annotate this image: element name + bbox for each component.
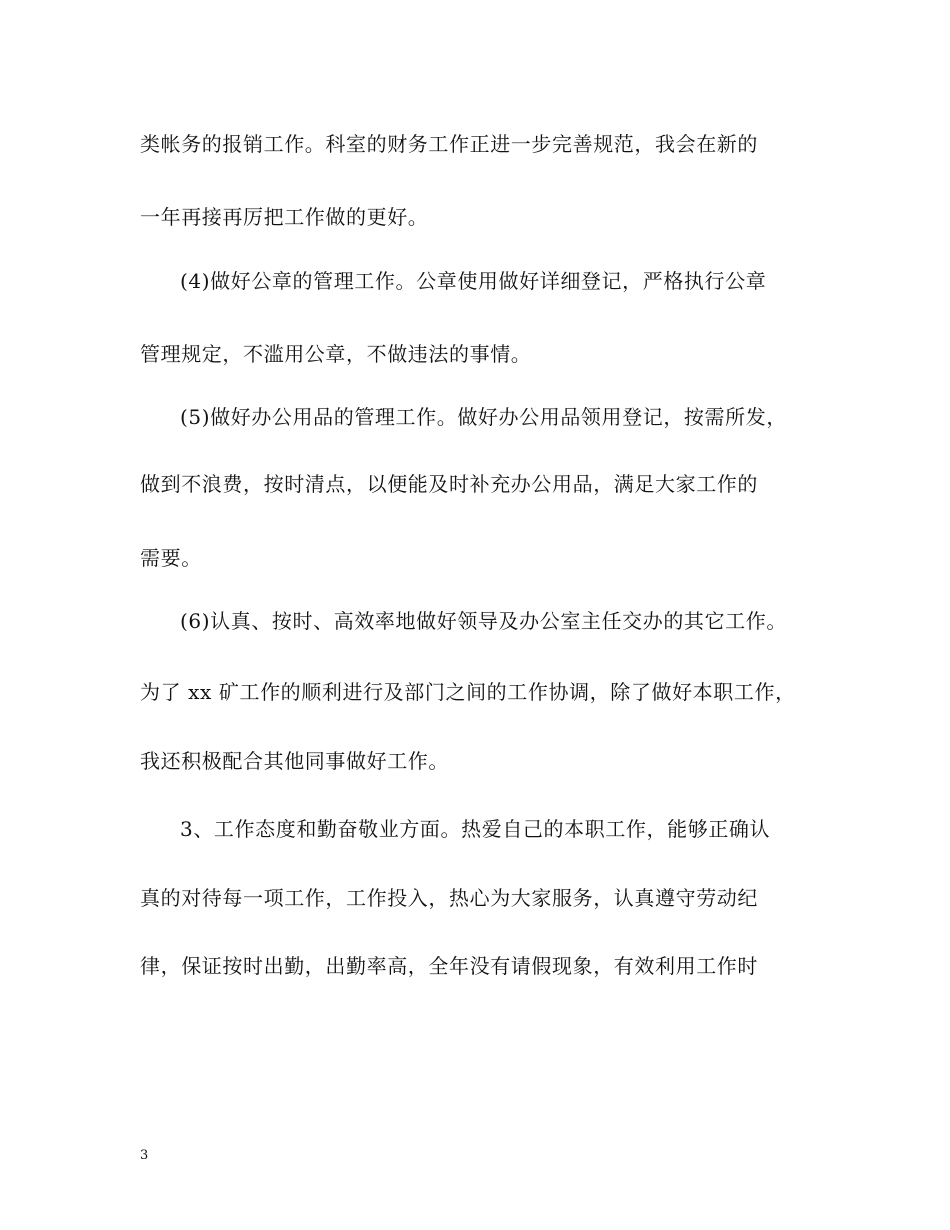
text-line-4: 管理规定，不滥用公章，不做违法的事情。 [140,342,532,366]
text-line-1: 类帐务的报销工作。科室的财务工作正进一步完善规范，我会在新的 [140,132,758,156]
text-line-11: 3、工作态度和勤奋敬业方面。热爱自己的本职工作，能够正确认 [180,817,771,841]
text-line-9: 为了 xx 矿工作的顺利进行及部门之间的工作协调，除了做好本职工作， [140,680,796,704]
text-line-8: (6)认真、按时、高效率地做好领导及办公室主任交办的其它工作。 [180,609,787,633]
text-line-5: (5)做好办公用品的管理工作。做好办公用品领用登记，按需所发， [180,405,787,429]
text-line-13: 律，保证按时出勤，出勤率高，全年没有请假现象，有效利用工作时 [140,954,758,978]
text-line-10: 我还积极配合其他同事做好工作。 [140,749,449,773]
text-line-3: (4)做好公章的管理工作。公章使用做好详细登记，严格执行公章 [180,269,767,293]
page-number: 3 [140,1148,149,1163]
text-line-7: 需要。 [140,546,202,570]
text-line-12: 真的对待每一项工作，工作投入，热心为大家服务，认真遵守劳动纪 [140,886,758,910]
text-line-2: 一年再接再厉把工作做的更好。 [140,205,429,229]
text-line-6: 做到不浪费，按时清点，以便能及时补充办公用品，满足大家工作的 [140,472,758,496]
